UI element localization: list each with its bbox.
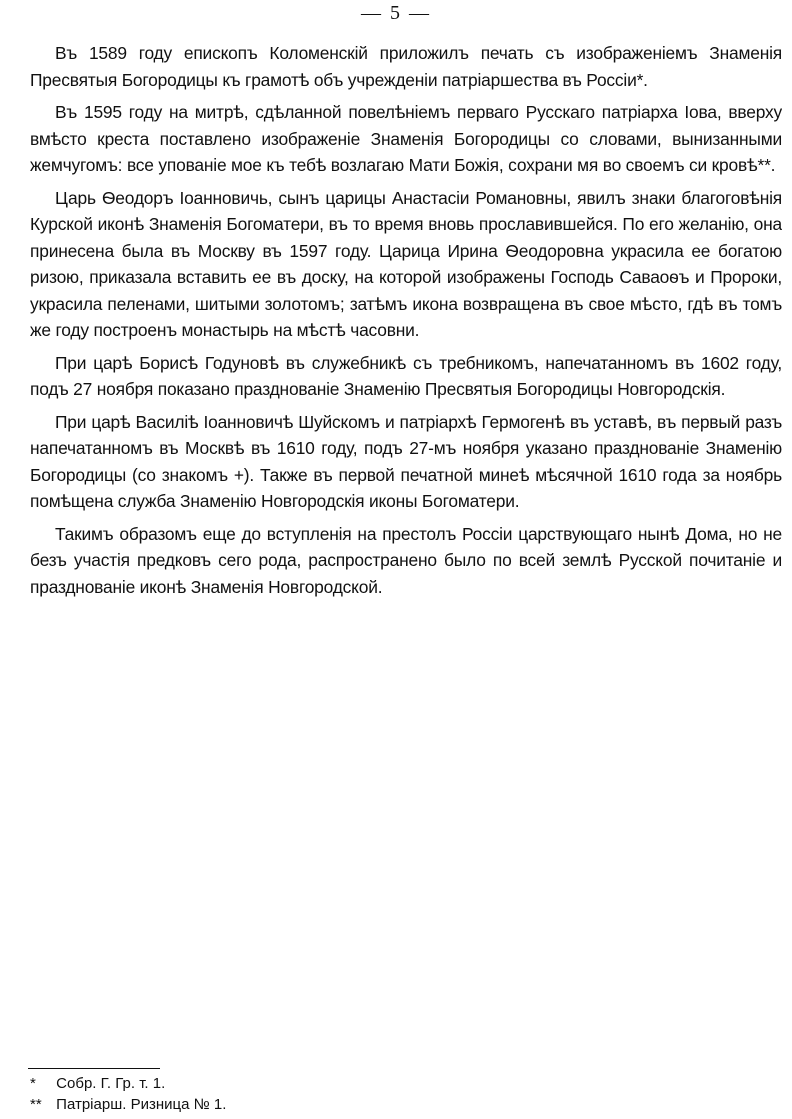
paragraph-1-wrap [30,40,782,99]
paragraph-6: Такимъ образомъ еще до вступленія на престолъ Россіи царствующаго нынѣ Дома, но не безъ участія предковъ сего рода, распространено было по всей землѣ Русской почитаніе и празднованіе иконѣ Знаменія Новгородской. [30,523,782,597]
footnote-divider [28,1068,160,1069]
body-text [30,40,782,606]
footnote-1-mark: * [30,1075,36,1092]
page-number: — 5 — [361,2,431,24]
paragraph-5: При царѣ Василіѣ Іоанновичѣ Шуйскомъ и патріархѣ Гермогенѣ въ уставѣ, въ первый разъ напечатанномъ въ Москвѣ въ 1610 году, подъ 27-мъ ноября указано празднованіе Знаменію Богородицы (со знакомъ +). Также въ первой печатной минеѣ мѣсячной 1610 года за ноябрь помѣщена служба Знаменію Новгородскія иконы Богоматери. [30,411,782,511]
paragraph-2-wrap [30,99,782,185]
paragraph-3-wrap [30,185,782,350]
paragraph-5-wrap [30,409,782,521]
footnote-2-mark: ** [30,1096,42,1113]
paragraph-2: Въ 1595 году на митрѣ, сдѣланной повелѣніемъ перваго Русскаго патріарха Іова, вверху вмѣсто креста поставлено изображеніе Знаменія Богородицы со словами, вынизанными жемчугомъ: все упованіе мое къ тебѣ возлагаю Мати Божія, сохрани мя во своемъ си кровѣ**. [30,102,782,175]
paragraph-1: Въ 1589 году епископъ Коломенскій приложилъ печать съ изображеніемъ Знаменія Пресвятыя Богородицы къ грамотѣ объ учрежденіи патріаршества въ Россіи*. [30,43,782,90]
paragraph-4: При царѣ Борисѣ Годуновѣ въ служебникѣ съ требникомъ, напечатанномъ въ 1602 году, подъ 27 ноября показано празднованіе Знаменію Пресвятыя Богородицы Новгородскія. [30,352,782,399]
footnote-1-text: Собр. Г. Гр. т. 1. [56,1075,166,1092]
footnotes [30,1073,530,1115]
footnote-1 [30,1073,530,1094]
footnote-2-text: Патріарш. Ризница № 1. [56,1096,227,1113]
paragraph-6-wrap [30,521,782,607]
paragraph-3: Царь Ѳеодоръ Іоанновичь, сынъ царицы Анастасіи Романовны, явилъ знаки благоговѣнія Курской иконѣ Знаменія Богоматери, въ то время вновь прославившейся. По его желанію, она принесена была въ Москву въ 1597 году. Царица Ирина Ѳеодоровна украсила ее богатою ризою, приказала вставить ее въ доску, на которой изображены Господь Саваоѳъ и Пророки, украсила пеленами, шитыми золотомъ; затѣмъ икона возвращена въ свое мѣсто, гдѣ въ томъ же году построенъ монастырь на мѣстѣ часовни. [30,187,782,340]
footnote-2 [30,1094,530,1115]
paragraph-4-wrap [30,350,782,409]
